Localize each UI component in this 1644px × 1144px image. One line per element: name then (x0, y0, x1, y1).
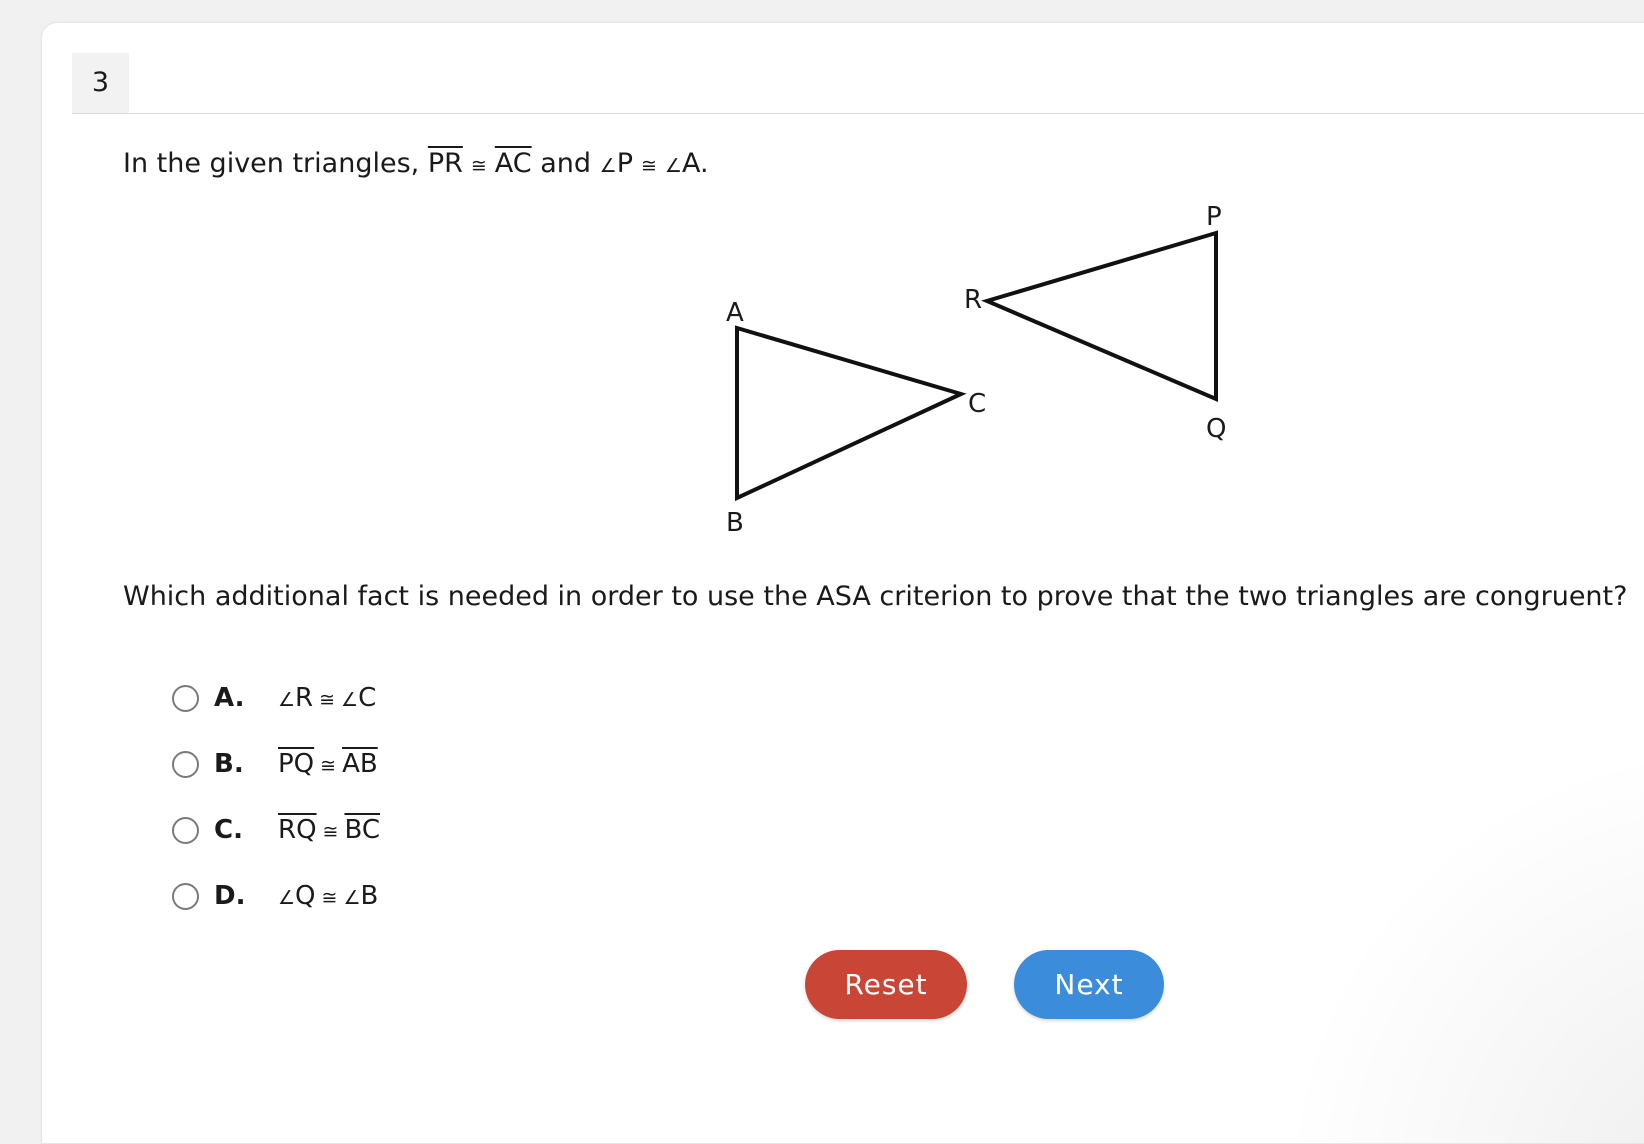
radio-button-b[interactable] (172, 751, 199, 778)
triangle-pqr (987, 233, 1216, 399)
question-stem (123, 144, 709, 186)
angle-icon: ∠ (278, 887, 296, 909)
congruent-symbol: ≅ (319, 689, 336, 711)
angle-icon: ∠ (278, 689, 296, 711)
option-c[interactable] (172, 797, 380, 863)
stem-segment-ac: $\overline{AC}$ (494, 148, 532, 179)
option-text (278, 683, 376, 713)
angle-icon: ∠ (599, 155, 617, 177)
vertex-label-b: B (726, 508, 744, 538)
stem-segment-pr: $\overline{PR}$ (427, 148, 463, 179)
option-letter: A. (214, 683, 245, 713)
stem-congruent-symbol: ≅ (470, 155, 487, 177)
option-letter: D. (214, 881, 246, 911)
question-header (72, 53, 1644, 114)
vertex-label-p: P (1206, 202, 1222, 232)
option-left-term: $\overline{PQ}$ (278, 749, 315, 779)
option-left-term: Q (295, 881, 316, 911)
stem-prefix: In the given triangles, (123, 148, 420, 179)
congruent-symbol: ≅ (320, 755, 337, 777)
option-text (278, 749, 378, 779)
angle-icon: ∠ (664, 155, 682, 177)
option-letter: B. (214, 749, 244, 779)
card-shadow (1242, 703, 1644, 1144)
question-prompt: Which additional fact is needed in order to use the ASA criterion to prove that the two triangles are congruent? (123, 581, 1628, 612)
option-left-term: R (295, 683, 314, 713)
question-card (41, 22, 1644, 1144)
reset-button[interactable]: Reset (805, 950, 967, 1019)
radio-button-c[interactable] (172, 817, 199, 844)
radio-button-a[interactable] (172, 685, 199, 712)
stem-conjunction: and (540, 148, 592, 179)
option-text (278, 815, 380, 845)
option-right-term: $\overline{BC}$ (344, 815, 380, 845)
radio-button-d[interactable] (172, 883, 199, 910)
vertex-label-a: A (726, 298, 744, 328)
option-a[interactable] (172, 665, 380, 731)
answer-options (172, 665, 380, 929)
angle-icon: ∠ (341, 689, 359, 711)
angle-icon: ∠ (343, 887, 361, 909)
option-right-term: $\overline{AB}$ (342, 749, 378, 779)
option-b[interactable] (172, 731, 380, 797)
option-letter: C. (214, 815, 243, 845)
triangles-diagram (696, 193, 1356, 573)
triangle-abc (737, 328, 961, 498)
stem-angle-a: A. (681, 148, 709, 179)
option-d[interactable] (172, 863, 380, 929)
vertex-label-r: R (964, 285, 983, 315)
vertex-label-q: Q (1206, 414, 1227, 444)
option-text (278, 881, 378, 911)
option-left-term: $\overline{RQ}$ (278, 815, 317, 845)
next-button[interactable]: Next (1014, 950, 1164, 1019)
option-right-term: B (360, 881, 379, 911)
congruent-symbol: ≅ (322, 821, 339, 843)
congruent-symbol: ≅ (321, 887, 338, 909)
vertex-label-c: C (968, 389, 987, 419)
stem-angle-p: P (616, 148, 633, 179)
question-number: 3 (72, 53, 129, 113)
stem-congruent-symbol-2: ≅ (640, 155, 657, 177)
option-right-term: C (358, 683, 377, 713)
